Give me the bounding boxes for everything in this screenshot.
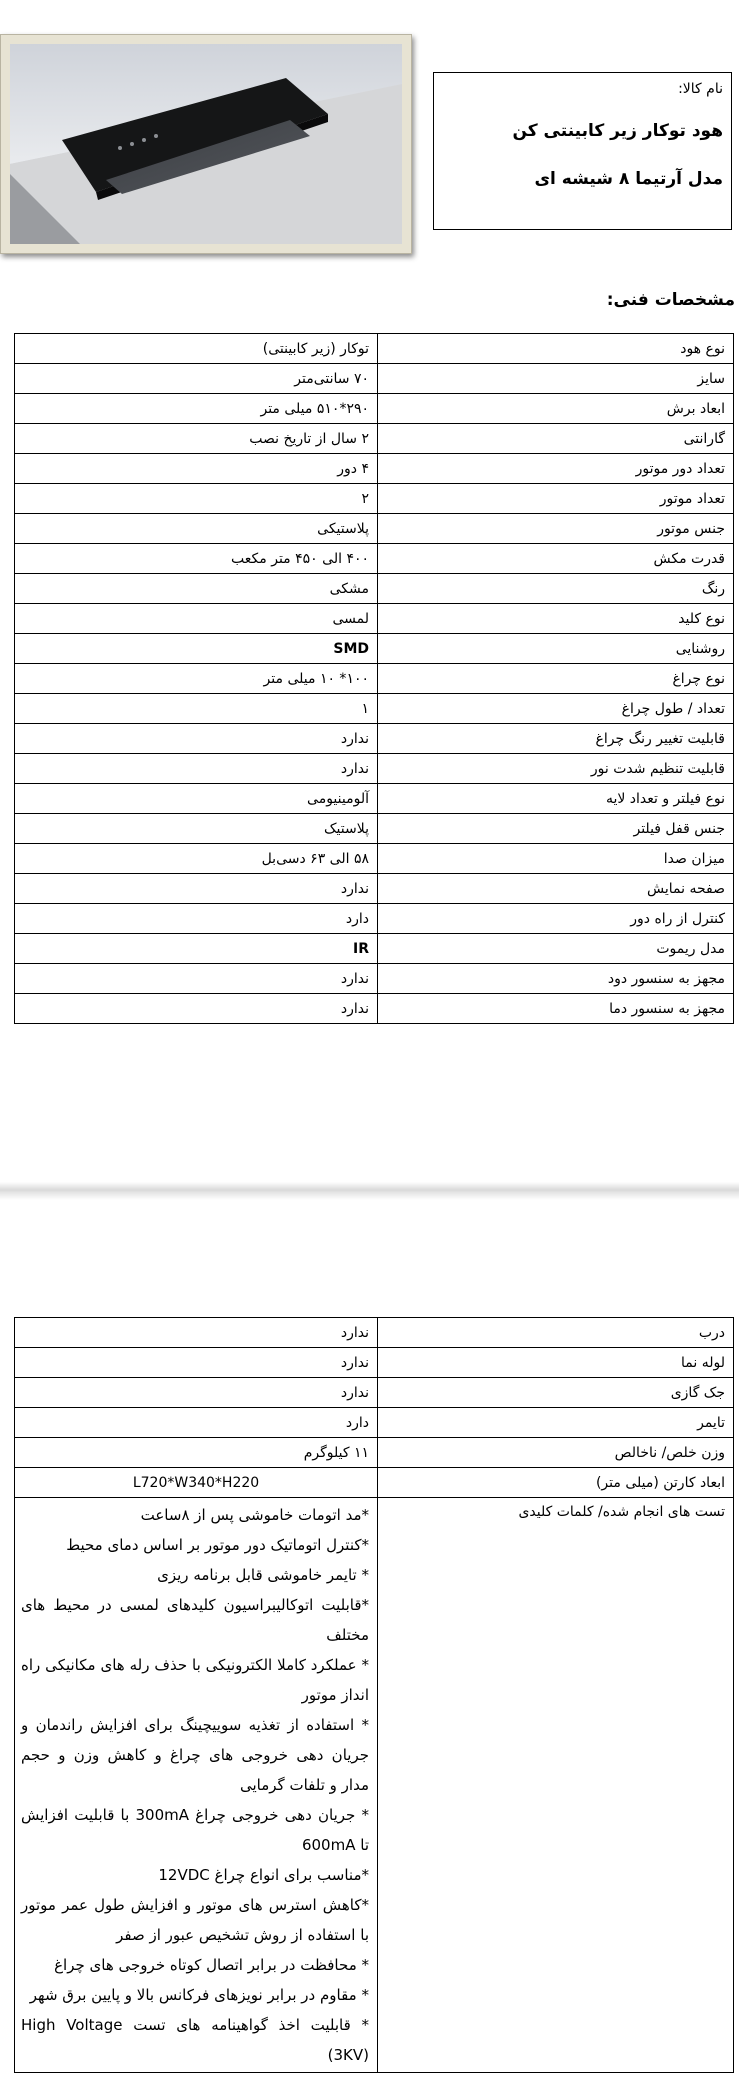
document-page-2 (0, 1200, 739, 2064)
spec-label: جک گازی (378, 1378, 734, 1408)
spec-row (15, 724, 734, 754)
spec-row (15, 1318, 734, 1348)
specs-heading: مشخصات فنی: (606, 290, 735, 310)
spec-row (15, 994, 734, 1024)
tests-list (15, 1498, 378, 2073)
spec-label: گارانتی (378, 424, 734, 454)
spec-value: ندارد (15, 724, 378, 754)
product-name-label: نام کالا: (678, 81, 723, 97)
spec-label: جنس قفل فیلتر (378, 814, 734, 844)
spec-value: ندارد (15, 994, 378, 1024)
spec-label: نوع فیلتر و تعداد لایه (378, 784, 734, 814)
page-separator (0, 1182, 739, 1200)
spec-value: ندارد (15, 754, 378, 784)
tests-label: تست های انجام شده/ کلمات کلیدی (378, 1498, 734, 2073)
spec-row (15, 1348, 734, 1378)
test-item: *مناسب برای انواع چراغ 12VDC (158, 1866, 369, 1884)
spec-label: لوله نما (378, 1348, 734, 1378)
spec-value: ندارد (15, 964, 378, 994)
spec-label: میزان صدا (378, 844, 734, 874)
product-name: هود توکار زیر کابینتی کن (512, 121, 723, 141)
spec-label: روشنایی (378, 634, 734, 664)
spec-label: مدل ریموت (378, 934, 734, 964)
test-item: * عملکرد کاملا الکترونیکی با حذف رله های مکانیکی راه انداز موتور (21, 1656, 369, 1704)
product-photo (0, 34, 412, 254)
spec-row (15, 904, 734, 934)
spec-value: پلاستیکی (15, 514, 378, 544)
test-item: *کنترل اتوماتیک دور موتور بر اساس دمای محیط (66, 1536, 369, 1554)
product-model: مدل آرتیما ۸ شیشه ای (534, 169, 723, 189)
spec-label: کنترل از راه دور (378, 904, 734, 934)
test-item: * تایمر خاموشی قابل برنامه ریزی (157, 1566, 369, 1584)
spec-value: ندارد (15, 874, 378, 904)
test-item: * استفاده از تغذیه سوییچینگ برای افزایش راندمان و جریان دهی خروجی های چراغ و کاهش وزن و حجم مدار و تلفات گرمایی (21, 1716, 369, 1794)
specs-table-page2 (14, 1317, 734, 2073)
spec-row (15, 1468, 734, 1498)
spec-value: لمسی (15, 604, 378, 634)
spec-row (15, 934, 734, 964)
spec-label: سایز (378, 364, 734, 394)
spec-value: دارد (15, 1408, 378, 1438)
spec-value: ۴۰۰ الی ۴۵۰ متر مکعب (15, 544, 378, 574)
spec-row (15, 694, 734, 724)
spec-row (15, 754, 734, 784)
test-item: *کاهش استرس های موتور و افزایش طول عمر موتور با استفاده از روش تشخیص عبور از صفر (21, 1896, 369, 1944)
spec-row (15, 454, 734, 484)
range-hood-image (10, 44, 402, 244)
spec-label: ابعاد کارتن (میلی متر) (378, 1468, 734, 1498)
product-name-box (433, 72, 732, 230)
spec-row (15, 1408, 734, 1438)
spec-row (15, 874, 734, 904)
spec-label: قابلیت تنظیم شدت نور (378, 754, 734, 784)
spec-label: نوع هود (378, 334, 734, 364)
spec-row (15, 784, 734, 814)
spec-label: تایمر (378, 1408, 734, 1438)
spec-value: ۴ دور (15, 454, 378, 484)
spec-value: ۱۰۰* ۱۰ میلی متر (15, 664, 378, 694)
test-item: * مقاوم در برابر نویزهای فرکانس بالا و پایین برق شهر (29, 1986, 369, 2004)
spec-label: وزن خلص/ ناخالص (378, 1438, 734, 1468)
test-item: * قابلیت اخذ گواهینامه های تست High Voltage (3KV) (21, 2016, 370, 2064)
test-item: * جریان دهی خروجی چراغ 300mA با قابلیت افزایش تا 600mA (21, 1806, 369, 1854)
spec-row (15, 634, 734, 664)
test-item: * محافظت در برابر اتصال کوتاه خروجی های چراغ (54, 1956, 369, 1974)
spec-row (15, 514, 734, 544)
spec-row (15, 394, 734, 424)
spec-row (15, 1378, 734, 1408)
spec-label: ابعاد برش (378, 394, 734, 424)
spec-value: ۲ (15, 484, 378, 514)
spec-value: دارد (15, 904, 378, 934)
spec-value: مشکی (15, 574, 378, 604)
spec-value: ۲۹۰*۵۱۰ میلی متر (15, 394, 378, 424)
spec-label: صفحه نمایش (378, 874, 734, 904)
spec-row (15, 664, 734, 694)
spec-label: مجهز به سنسور دما (378, 994, 734, 1024)
test-item: *مد اتومات خاموشی پس از ۸ساعت (140, 1506, 369, 1524)
spec-value: پلاستیک (15, 814, 378, 844)
spec-label: نوع کلید (378, 604, 734, 634)
spec-value: IR (15, 934, 378, 964)
spec-label: مجهز به سنسور دود (378, 964, 734, 994)
spec-label: رنگ (378, 574, 734, 604)
spec-value: ندارد (15, 1378, 378, 1408)
spec-value: ۷۰ سانتی‌متر (15, 364, 378, 394)
spec-label: نوع چراغ (378, 664, 734, 694)
spec-label: تعداد دور موتور (378, 454, 734, 484)
spec-row (15, 484, 734, 514)
spec-label: قدرت مکش (378, 544, 734, 574)
spec-row (15, 334, 734, 364)
spec-row (15, 844, 734, 874)
spec-value: L720*W340*H220 (15, 1468, 378, 1498)
spec-value: ۵۸ الی ۶۳ دسی‌بل (15, 844, 378, 874)
spec-row (15, 604, 734, 634)
spec-value: ۱ (15, 694, 378, 724)
spec-value: ۱۱ کیلوگرم (15, 1438, 378, 1468)
spec-value: SMD (15, 634, 378, 664)
spec-row (15, 814, 734, 844)
spec-label: تعداد / طول چراغ (378, 694, 734, 724)
spec-row-tests (15, 1498, 734, 2073)
spec-label: جنس موتور (378, 514, 734, 544)
spec-label: قابلیت تغییر رنگ چراغ (378, 724, 734, 754)
spec-label: تعداد موتور (378, 484, 734, 514)
test-item: *قابلیت اتوکالیبراسیون کلیدهای لمسی در محیط های مختلف (21, 1596, 369, 1644)
spec-row (15, 964, 734, 994)
spec-value: ۲ سال از تاریخ نصب (15, 424, 378, 454)
spec-row (15, 544, 734, 574)
spec-label: درب (378, 1318, 734, 1348)
specs-table-page1 (14, 333, 734, 1024)
spec-value: ندارد (15, 1318, 378, 1348)
spec-row (15, 424, 734, 454)
spec-value: ندارد (15, 1348, 378, 1378)
spec-row (15, 574, 734, 604)
spec-row (15, 1438, 734, 1468)
spec-value: توکار (زیر کابینتی) (15, 334, 378, 364)
spec-row (15, 364, 734, 394)
spec-value: آلومینیومی (15, 784, 378, 814)
